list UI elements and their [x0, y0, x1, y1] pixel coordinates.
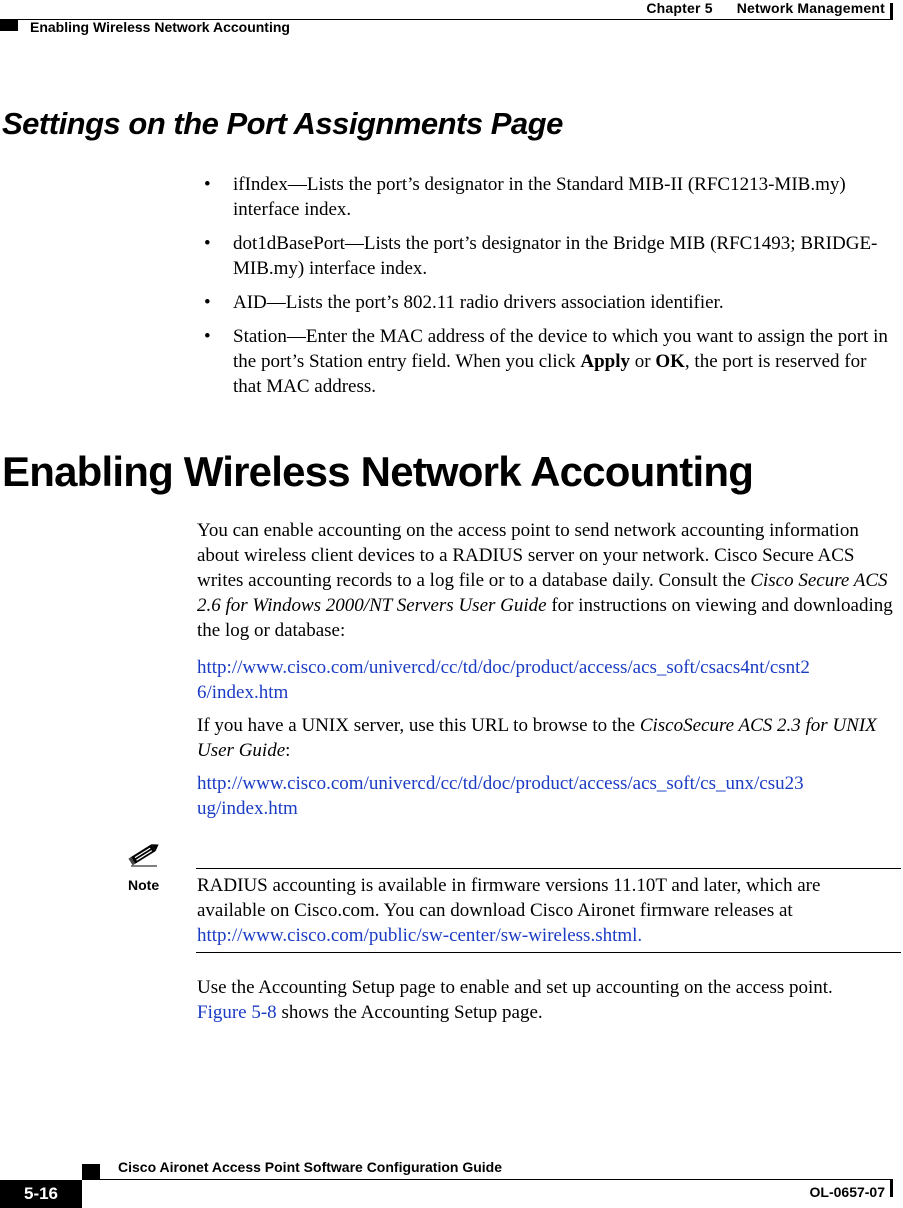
port-assignments-heading: Settings on the Port Assignments Page: [2, 106, 563, 141]
unix-paragraph: [197, 713, 897, 763]
intro-text: You can enable accounting on the access point to send network accounting information about wireless client devices to a RADIUS server on your network. Cisco Secure ACS writes accounting records to a log file or to a database daily. Consult the: [197, 520, 859, 591]
accounting-heading: Enabling Wireless Network Accounting: [2, 448, 754, 495]
apply-term: Apply: [580, 351, 631, 372]
list-item: [204, 231, 894, 281]
bullet-text: ifIndex—Lists the port’s designator in the Standard MIB-II (RFC1213-MIB.my) interface index.: [233, 174, 846, 220]
footer-right-tick: [890, 1180, 893, 1197]
page-number: 5-16: [0, 1180, 82, 1208]
bullet-text-or: or: [630, 351, 656, 372]
chapter-title: Network Management: [736, 0, 885, 16]
bullet-text-end: , the port is reserved for that MAC address.: [233, 351, 867, 397]
document-number: OL-0657-07: [809, 1184, 885, 1200]
note-bottom-rule: [196, 952, 901, 953]
bullet-glyph: •: [204, 233, 211, 254]
bullet-text: [233, 326, 888, 397]
url-line-1: http://www.cisco.com/univercd/cc/td/doc/product/access/acs_soft/csacs4nt/csnt2: [197, 657, 810, 678]
running-header-section: Enabling Wireless Network Accounting: [30, 19, 290, 35]
setup-text: Use the Accounting Setup page to enable and set up accounting on the access point.: [197, 977, 833, 998]
acs-unix-guide-title: CiscoSecure ACS 2.3 for UNIX User Guide: [197, 715, 877, 761]
setup-text-end: shows the Accounting Setup page.: [276, 1002, 543, 1023]
bullet-glyph: •: [204, 292, 211, 313]
unix-text: If you have a UNIX server, use this URL to browse to the: [197, 715, 640, 736]
header-left-block: [0, 19, 18, 31]
acs-unix-guide-link[interactable]: [197, 771, 897, 821]
bullet-text-start: Station—Enter the MAC address of the device to which you want to assign the port in the port’s Station entry field. When you click: [233, 326, 888, 372]
footer-block: [82, 1164, 100, 1179]
url-line-2: ug/index.htm: [197, 798, 298, 819]
note-label: Note: [128, 877, 160, 893]
note-top-rule: [196, 868, 901, 869]
bullet-text: AID—Lists the port’s 802.11 radio drivers association identifier.: [233, 292, 724, 313]
footer-rule: [82, 1179, 893, 1180]
footer-guide-title: Cisco Aironet Access Point Software Configuration Guide: [118, 1159, 503, 1175]
bullet-text: dot1dBasePort—Lists the port’s designator in the Bridge MIB (RFC1493; BRIDGE-MIB.my) interface index.: [233, 233, 878, 279]
url-line-2: 6/index.htm: [197, 682, 289, 703]
ok-term: OK: [655, 351, 685, 372]
list-item: [204, 324, 894, 399]
setup-paragraph: [197, 975, 887, 1025]
intro-paragraph: [197, 518, 897, 643]
note-text: [197, 873, 887, 948]
pencil-note-icon: [127, 838, 163, 873]
intro-text-end: for instructions on viewing and downloading the log or database:: [197, 595, 893, 641]
acs-windows-guide-title: Cisco Secure ACS 2.6 for Windows 2000/NT Servers User Guide: [197, 570, 888, 616]
unix-text-end: :: [285, 740, 291, 761]
list-item: [204, 172, 894, 222]
header-right-tick: [890, 3, 893, 20]
port-assignments-list: [204, 172, 894, 408]
note-body: RADIUS accounting is available in firmware versions 11.10T and later, which are available on Cisco.com. You can download Cisco Aironet firmware releases at: [197, 875, 821, 921]
figure-5-8-link[interactable]: Figure 5-8: [197, 1002, 277, 1023]
acs-windows-guide-link[interactable]: [197, 655, 897, 705]
firmware-download-link[interactable]: http://www.cisco.com/public/sw-center/sw-wireless.shtml.: [197, 925, 643, 946]
running-header-chapter: [622, 0, 885, 16]
bullet-glyph: •: [204, 174, 211, 195]
chapter-number: Chapter 5: [646, 0, 713, 16]
bullet-glyph: •: [204, 326, 211, 347]
list-item: [204, 290, 894, 315]
url-line-1: http://www.cisco.com/univercd/cc/td/doc/product/access/acs_soft/cs_unx/csu23: [197, 773, 804, 794]
